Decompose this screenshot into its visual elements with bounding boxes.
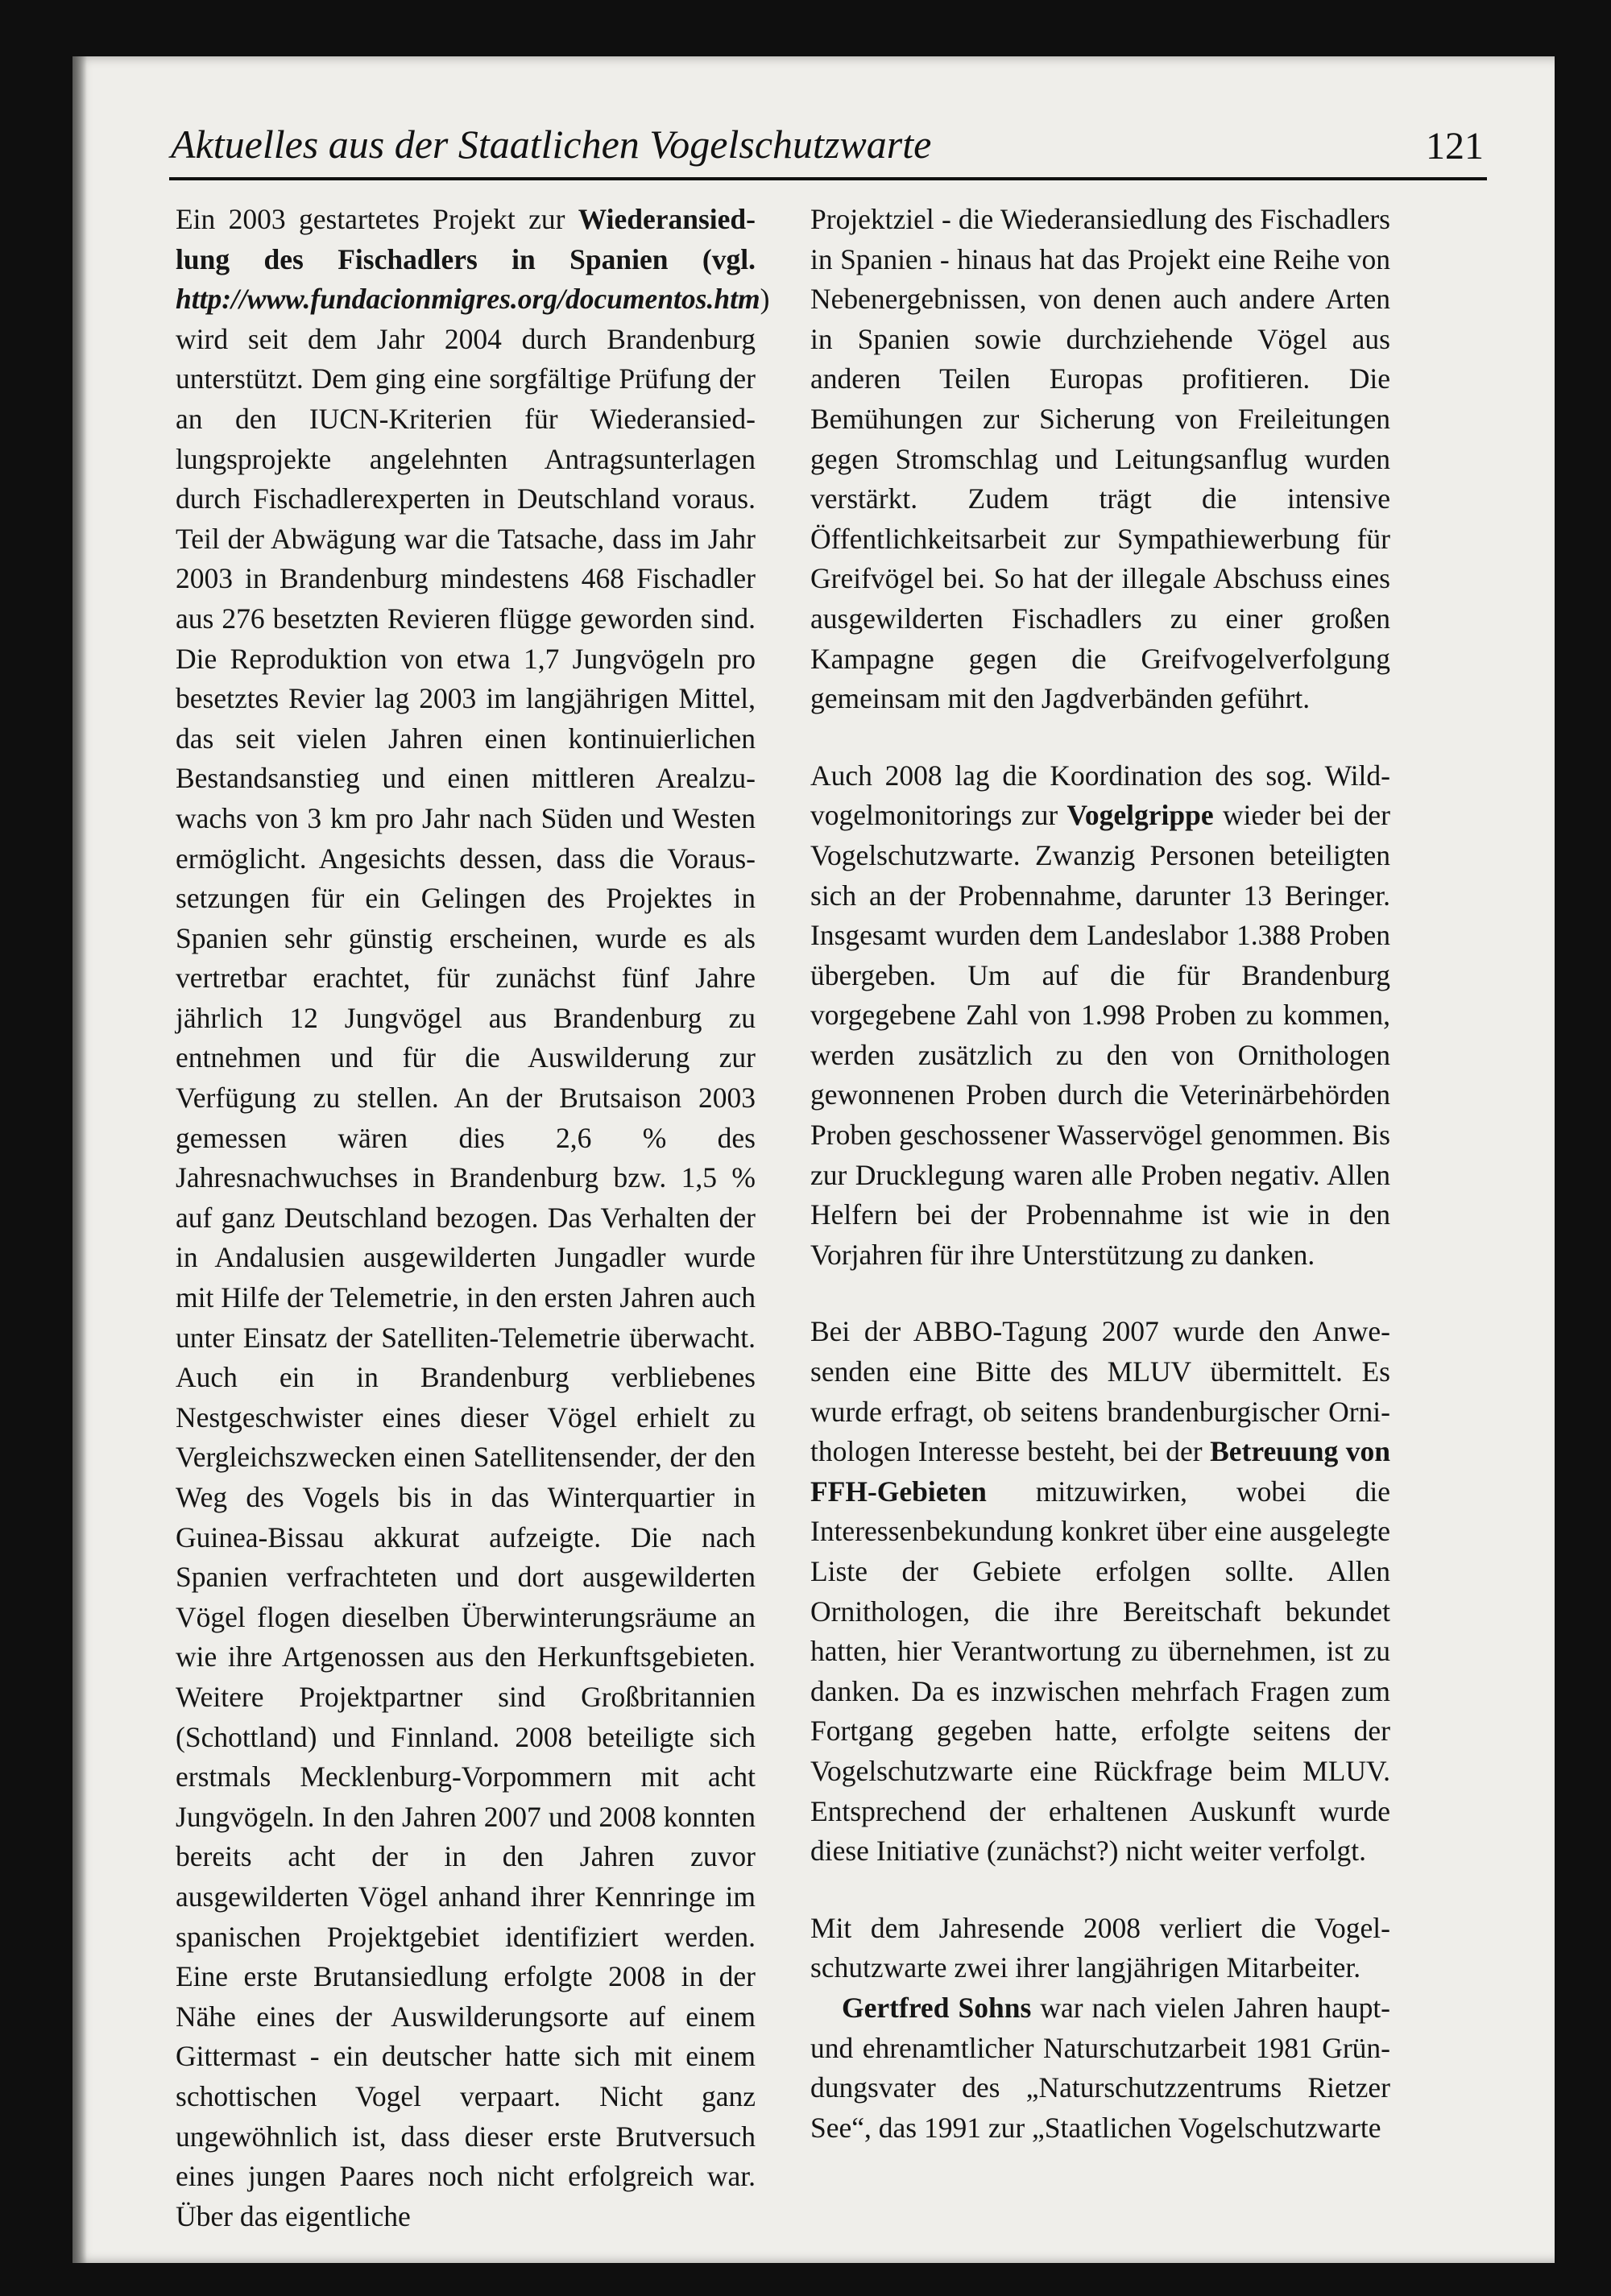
- page-number: 121: [1426, 125, 1484, 168]
- reference-url: http://www.fundacionmigres.org/documentos.htm: [176, 283, 760, 316]
- paragraph-jahresende: Mit dem Jahresende 2008 verliert die Vogelschutzwarte zwei ihrer langjährigen Mitarbeiter.: [810, 1911, 1390, 1984]
- bold-topic-wiederansiedlung: Wiederansiedlung des Fischadlers in Spanien (vgl.: [176, 203, 756, 275]
- bold-topic-vogelgrippe: Vogelgrippe: [1066, 799, 1214, 832]
- header-rule: [169, 177, 1487, 180]
- paragraph-vogelgrippe: Auch 2008 lag die Koordination des sog. Wildvogelmonitorings zur Vogelgrippe wieder bei der Vogelschutzwarte. Zwanzig Personen beteiligten sich an der Probennahme, darunter 13 Beringer. Insgesamt wurden dem Landeslabor 1.388 Proben übergeben. Um auf die für Brandenburg vorgegebene Zahl von 1.998 Proben zu kommen, werden zusätzlich zu den von Ornithologen gewonnenen Proben durch die Veterinärbehörden Proben geschossener Wasservögel genommen. Bis zur Drucklegung waren alle Proben negativ. Allen Helfern bei der Probennahme ist wie in den Vorjahren für ihre Unterstützung zu danken.: [810, 759, 1390, 1271]
- journal-page: [72, 56, 1555, 2263]
- paragraph-ffh-gebiete: Bei der ABBO-Tagung 2007 wurde den Anwesenden eine Bitte des MLUV übermittelt. Es wurde erfragt, ob seitens brandenburgischer Ornithologen Interesse besteht, bei der Betreuung von FFH-Gebieten mitzuwirken, wobei die Interessenbekundung konkret über eine ausgelegte Liste der Gebiete erfolgen sollte. Allen Ornithologen, die ihre Bereitschaft bekundet hatten, hier Verantwortung zu übernehmen, ist zu danken. Da es inzwischen mehrfach Fragen zum Fortgang gegeben hatte, erfolgte seitens der Vogelschutzwarte eine Rückfrage beim MLUV. Entsprechend der erhaltenen Auskunft wurde diese Initiative (zunächst?) nicht weiter verfolgt.: [810, 1315, 1390, 1868]
- paragraph-sohns: Gertfred Sohns war nach vielen Jahren haupt- und ehrenamtlicher Naturschutzarbeit 1981 Gründungsvater des „Naturschutzzentrums Rietzer See“, das 1991 zur „Staatlichen Vogelschutzwarte: [810, 1991, 1390, 2144]
- running-header-title: Aktuelles aus der Staatlichen Vogelschutzwarte: [171, 122, 932, 167]
- bold-topic-ffh: Betreuung von FFH-Gebieten: [810, 1435, 1390, 1508]
- right-column: [810, 200, 1390, 2148]
- paragraph-fischadler: Ein 2003 gestartetes Projekt zur Wiederansiedlung des Fischadlers in Spanien (vgl. http://www.fundacionmigres.org/documentos.htm) wird seit dem Jahr 2004 durch Brandenburg unterstützt. Dem ging eine sorgfältige Prüfung der an den IUCN-Kriterien für Wiederansiedlungsprojekte angelehnten Antragsunterlagen durch Fischadlerexperten in Deutschland voraus. Teil der Abwägung war die Tatsache, dass im Jahr 2003 in Brandenburg mindestens 468 Fischadler aus 276 besetzten Revieren flügge geworden sind. Die Reproduktion von etwa 1,7 Jungvögeln pro besetztes Revier lag 2003 im langjährigen Mittel, das seit vielen Jahren einen kontinuierlichen Bestandsanstieg und einen mittleren Arealzuwachs von 3 km pro Jahr nach Süden und Westen ermöglicht. Angesichts dessen, dass die Voraussetzungen für ein Gelingen des Projektes in Spanien sehr günstig erscheinen, wurde es als vertretbar erachtet, für zunächst fünf Jahre jährlich 12 Jungvögel aus Brandenburg zu entnehmen und für die Auswilderung zur Verfügung zu stellen. An der Brutsaison 2003 gemessen wären dies 2,6 % des Jahresnachwuchses in Brandenburg bzw. 1,5 % auf ganz Deutschland bezogen. Das Verhalten der in Andalusien ausgewilderten Jungadler wurde mit Hilfe der Telemetrie, in den ersten Jahren auch unter Einsatz der Satelliten-Telemetrie überwacht. Auch ein in Brandenburg verbliebenes Nestgeschwister eines dieser Vögel erhielt zu Vergleichszwecken einen Satellitensender, der den Weg des Vogels bis in das Winterquartier in Guinea-Bissau akkurat aufzeigte. Die nach Spanien verfrachteten und dort ausgewilderten Vögel flogen dieselben Überwinterungsräume an wie ihre Artgenossen aus den Herkunftsgebieten. Weitere Projektpartner sind Großbritannien (Schottland) und Finnland. 2008 beteiligte sich erstmals Mecklenburg-Vorpommern mit acht Jungvögeln. In den Jahren 2007 und 2008 konnten bereits acht der in den Jahren zuvor ausgewilderten Vögel anhand ihrer Kennringe im spanischen Projektgebiet identifiziert werden. Eine erste Brutansiedlung erfolgte 2008 in der Nähe eines der Auswilderungsorte auf einem Gittermast - ein deutscher hatte sich mit einem schottischen Vogel verpaart. Nicht ganz ungewöhnlich ist, dass dieser erste Brutversuch eines jungen Paares noch nicht erfolgreich war. Über das eigentliche: [176, 203, 770, 2232]
- left-column: [176, 200, 770, 2236]
- gutter-shadow: [72, 56, 87, 2263]
- paragraph-projektziel: Projektziel - die Wiederansiedlung des Fischadlers in Spanien - hinaus hat das Projekt eine Reihe von Nebenergebnissen, von denen auch andere Arten in Spanien sowie durchziehende Vögel aus anderen Teilen Europas profitieren. Die Bemühungen zur Sicherung von Freileitungen gegen Stromschlag und Leitungsanflug wurden verstärkt. Zudem trägt die intensive Öffentlichkeitsarbeit zur Sympathiewerbung für Greifvögel bei. So hat der illegale Abschuss eines ausgewilderten Fischadlers zu einer großen Kampagne gegen die Greifvogelverfolgung gemeinsam mit den Jagdverbänden geführt.: [810, 203, 1390, 715]
- bold-name-sohns: Gertfred Sohns: [842, 1991, 1032, 2024]
